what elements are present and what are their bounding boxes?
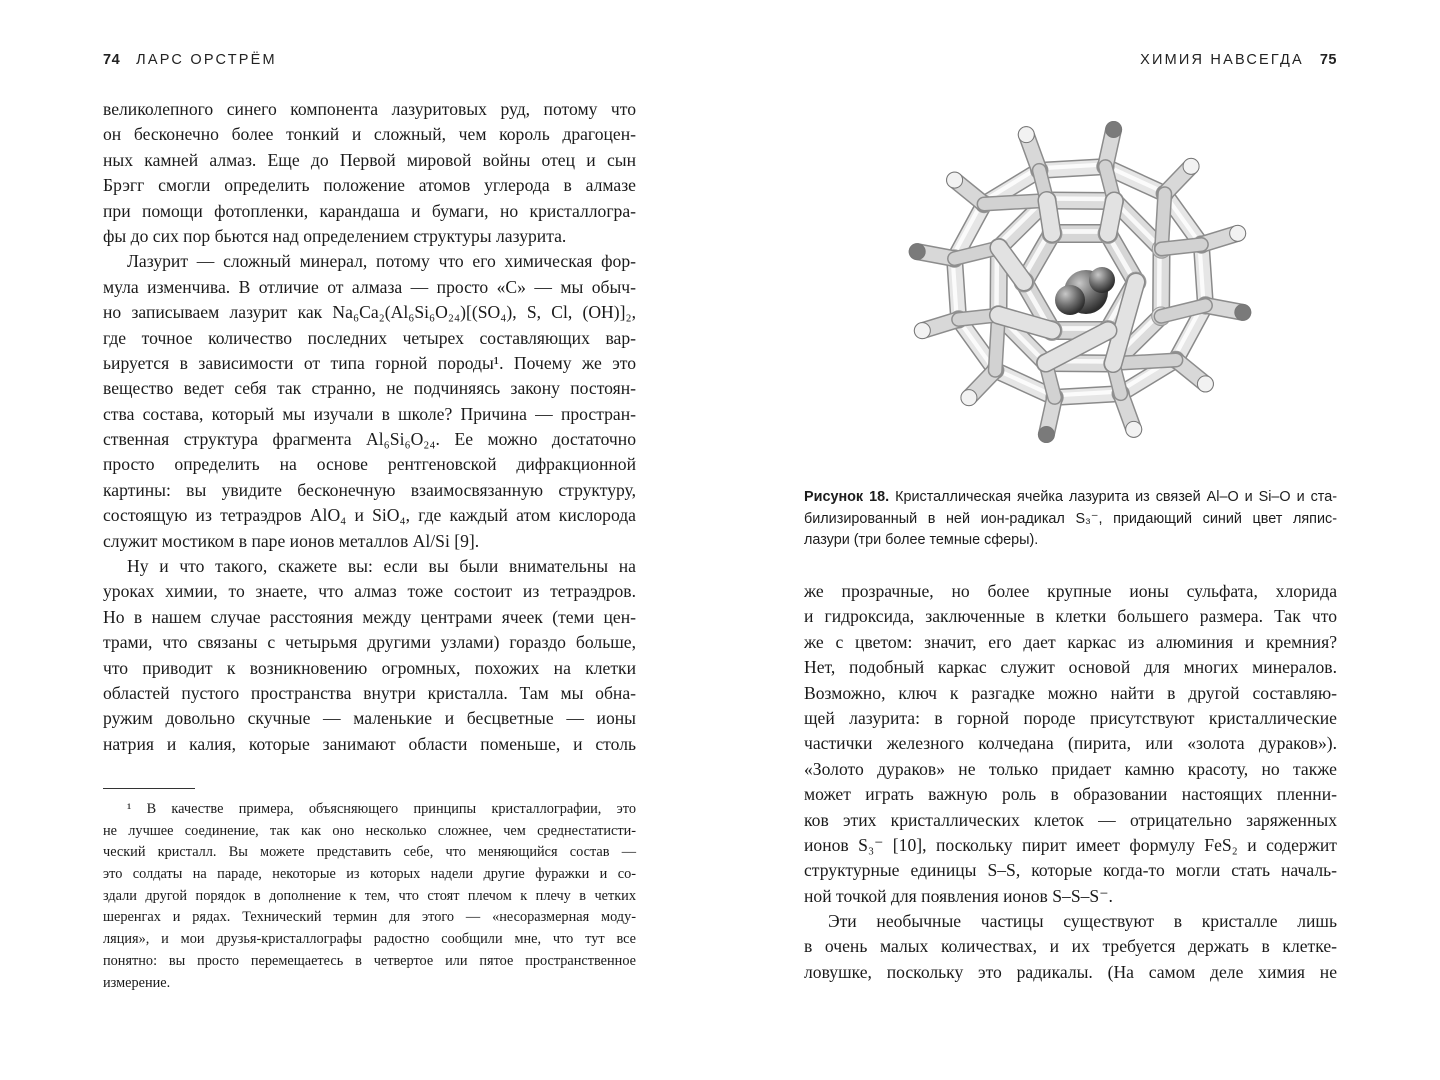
cage-spoke-end — [1235, 304, 1251, 320]
sulfur-radical-sphere — [1089, 267, 1115, 293]
text-line: ной точкой для появления ионов S–S–S⁻. — [804, 885, 1113, 906]
text-line: ловушке, поскольку это радикалы. (На самом деле химия не — [804, 961, 1337, 982]
footnote-line: ческий кристалл. Вы можете представить себе, что меняющийся состав — — [103, 844, 636, 861]
caption-line: лазури (три более темные сферы). — [804, 532, 1039, 549]
left-running-head — [103, 52, 277, 68]
footnote-line: ¹ В качестве примера, объясняющего принципы кристаллографии, это — [127, 801, 636, 817]
crystal-cell-figure — [900, 100, 1260, 475]
cage-spoke-end — [1106, 121, 1122, 137]
text-line: натрия и калия, которые занимают области поменьше, и столь — [103, 733, 636, 754]
text-line: мула изменчива. В отличие от алмаза — просто «С» — мы обыч- — [103, 276, 636, 297]
text-line: где точное количество последних четырех составляющих вар- — [103, 327, 636, 348]
text-line: ружим довольно скучные — маленькие и бесцветные — ионы — [103, 708, 636, 729]
text-line: состоящую из тетраэдров AlO₄ и SiO₄, где каждый атом кислорода — [103, 505, 636, 526]
text-line: щей лазурита: в горной породе присутствуют кристаллические — [804, 707, 1337, 728]
left-body-text — [103, 97, 636, 757]
text-line: трами, что связаны с четырьмя другими узлами) гораздо больше, — [103, 632, 636, 653]
footnote-line: здали другой порядок в дополнение к тем, что стоят плечом к плечу в четких — [103, 887, 636, 904]
caption-line: билизированный в ней ион-радикал S₃⁻, придающий синий цвет ляпис- — [804, 510, 1337, 527]
text-line: просто определить на основе рентгеновской дифракционной — [103, 454, 636, 475]
footnote-rule — [103, 788, 195, 789]
text-line: ственная структура фрагмента Al₆Si₆O₂₄. Ее можно достаточно — [103, 429, 636, 450]
right-running-head — [1140, 52, 1337, 68]
footnote-line: понятно: вы просто перемещаетесь в четвертое или пятое пространственное — [103, 952, 636, 969]
text-line: Ну и что такого, скажете вы: если вы были внимательны на — [127, 556, 636, 577]
text-line: ионов S₃⁻ [10], поскольку пирит имеет формулу FeS₂ и содержит — [804, 834, 1337, 855]
cage-spoke-end — [909, 244, 925, 260]
text-line: при помощи фотопленки, карандаша и бумаги, но кристаллогра- — [103, 200, 636, 221]
text-line: ьируется в зависимости от типа горной породы¹. Почему же это — [103, 352, 636, 373]
text-line: великолепного синего компонента лазуритовых руд, потому что — [103, 99, 636, 119]
text-line: структурные единицы S–S, которые когда-то могли стать началь- — [804, 860, 1337, 881]
cage-spoke-end — [1230, 225, 1246, 241]
left-running-title: ЛАРС ОРСТРЁМ — [136, 52, 277, 68]
cage-spoke-end — [1197, 376, 1213, 392]
footnote-line: это солдаты на параде, некоторые из которых надели другие фуражки и со- — [103, 866, 636, 883]
left-page-number: 74 — [103, 52, 121, 68]
text-line: может играть важную роль в образовании настоящих пленни- — [804, 784, 1337, 805]
text-line: частички железного колчедана (пирита, или «золота дураков»). — [804, 733, 1337, 754]
cage-spoke-end — [914, 323, 930, 339]
text-line: Брэгг смогли определить положение атомов углерода в алмазе — [103, 175, 636, 196]
text-line: областей пустого пространства внутри кристалла. Там мы обна- — [103, 682, 636, 703]
cage-spoke-end — [1038, 427, 1054, 443]
footnote — [103, 799, 636, 994]
text-line: Возможно, ключ к разгадке можно найти в другой составляю- — [804, 682, 1337, 703]
text-line: ков этих кристаллических клеток — отрицательно заряженных — [804, 809, 1337, 830]
lazurite-cage-illustration — [900, 100, 1260, 475]
text-line: он бесконечно более тонкий и сложный, чем король драгоцен- — [103, 124, 636, 145]
cage-spoke-end — [961, 390, 977, 406]
cage-spoke-end — [1018, 127, 1034, 143]
text-line: но записываем лазурит как Na₆Ca₂(Al₆Si₆O₂₄)[(SO₄), S, Cl, (OH)]₂, — [103, 302, 636, 323]
text-line: Лазурит — сложный минерал, потому что его химическая фор- — [127, 251, 636, 272]
text-line: ных камней алмаз. Еще до Первой мировой войны отец и сын — [103, 149, 636, 170]
caption-line — [804, 487, 1337, 509]
text-line: в очень малых количествах, и их требуется держать в клетке- — [804, 936, 1337, 957]
footnote-line: ляция», и мои друзья-кристаллографы радостно сообщили мне, что тут все — [103, 931, 636, 948]
cage-spoke-end — [947, 172, 963, 188]
footnote-line: шеренгах и рядах. Технический термин для этого — «несоразмерная моду- — [103, 909, 636, 926]
right-page-number: 75 — [1319, 52, 1337, 68]
text-line: что приводит к возникновению огромных, похожих на клетки — [103, 657, 636, 678]
text-line: Эти необычные частицы существуют в кристалле лишь — [828, 911, 1337, 932]
figure-label: Рисунок 18. — [804, 489, 890, 505]
sulfur-radical-sphere — [1055, 285, 1085, 315]
right-running-title: ХИМИЯ НАВСЕГДА — [1140, 52, 1304, 68]
figure-caption — [804, 487, 1337, 552]
text-line: уроках химии, то знаете, что алмаз тоже состоит из тетраэдров. — [103, 581, 636, 602]
text-line: картины: вы увидите бесконечную взаимосвязанную структуру, — [103, 479, 636, 500]
cage-spoke-end — [1126, 421, 1142, 437]
text-line: же прозрачные, но более крупные ионы сульфата, хлорида — [804, 581, 1337, 601]
text-line: Нет, подобный каркас служит основой для многих минералов. — [804, 657, 1337, 678]
text-line: фы до сих пор бьются над определением структуры лазурита. — [103, 225, 567, 246]
text-line: ства состава, который мы изучали в школе? Причина — простран- — [103, 403, 636, 424]
text-line: служит мостиком в паре ионов металлов Al/Si [9]. — [103, 530, 480, 551]
text-line: Но в нашем случае расстояния между центрами ячеек (теми цен- — [103, 606, 636, 627]
caption-text: Кристаллическая ячейка лазурита из связей Al–O и Si–O и ста- — [889, 489, 1338, 505]
right-body-text — [804, 579, 1337, 985]
text-line: «Золото дураков» не только придает камню красоту, но также — [804, 758, 1337, 779]
text-line: вещество ведет себя так странно, не подчиняясь закону постоян- — [103, 378, 636, 399]
text-line: же с цветом: значит, его дает каркас из алюминия и кремния? — [804, 631, 1337, 652]
cage-spoke-end — [1183, 158, 1199, 174]
footnote-line: измерение. — [103, 974, 171, 991]
text-line: и гидроксида, заключенные в клетки большего размера. Так что — [804, 606, 1337, 627]
footnote-line: не лучшее соединение, так как оно несколько сложнее, чем среднестатисти- — [103, 822, 636, 839]
